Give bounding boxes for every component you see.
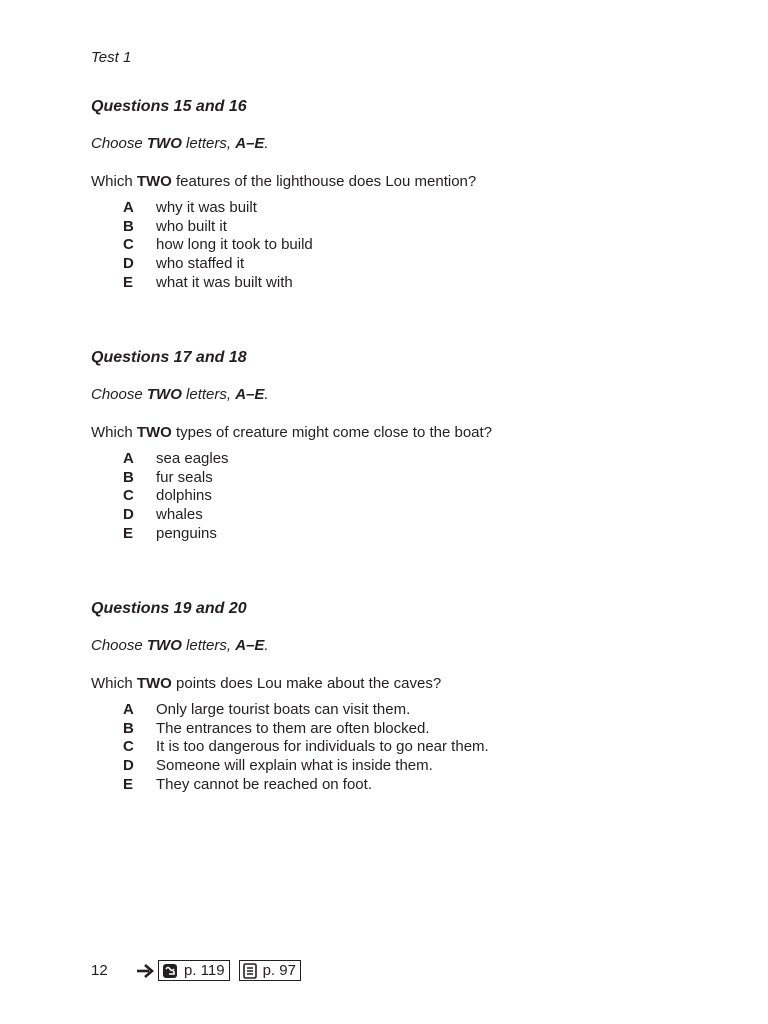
question-text: Which TWO types of creature might come close to the boat?: [91, 424, 493, 441]
option-text: who staffed it: [156, 255, 245, 273]
option-text: penguins: [156, 524, 217, 542]
option-letter: B: [123, 468, 134, 486]
option-a: [91, 450, 711, 469]
option-letter: E: [123, 524, 134, 542]
option-text: why it was built: [156, 199, 257, 216]
question-section-17-18: [91, 348, 711, 543]
option-a: [91, 701, 711, 720]
question-section-15-16: [91, 97, 711, 292]
option-letter: C: [123, 236, 134, 254]
instruction: Choose TWO letters, A–E.: [91, 637, 269, 654]
option-b: [91, 469, 711, 488]
option-letter: E: [123, 775, 134, 793]
audio-script-icon: [162, 963, 178, 979]
option-c: [91, 487, 711, 506]
option-text: Someone will explain what is inside them.: [156, 757, 433, 775]
option-text: The entrances to them are often blocked.: [156, 719, 430, 737]
question-text: Which TWO points does Lou make about the caves?: [91, 675, 442, 692]
option-text: dolphins: [156, 487, 212, 505]
option-e: [91, 525, 711, 544]
section-heading: Questions 19 and 20: [91, 600, 247, 617]
option-d: [91, 757, 711, 776]
instruction: Choose TWO letters, A–E.: [91, 135, 269, 152]
instruction: Choose TWO letters, A–E.: [91, 386, 269, 403]
option-letter: B: [123, 217, 134, 235]
section-heading: Questions 17 and 18: [91, 349, 247, 366]
option-text: how long it took to build: [156, 236, 313, 254]
option-b: [91, 720, 711, 739]
option-letter: D: [123, 506, 134, 524]
option-c: [91, 738, 711, 757]
option-letter: C: [123, 487, 134, 505]
option-text: sea eagles: [156, 450, 229, 467]
option-letter: B: [123, 719, 134, 737]
question-text: Which TWO features of the lighthouse does Lou mention?: [91, 173, 477, 190]
page-number: 12: [91, 962, 108, 979]
option-letter: E: [123, 273, 134, 291]
answer-key-reference[interactable]: [239, 960, 301, 981]
audio-script-page: p. 119: [184, 962, 225, 979]
option-text: Only large tourist boats can visit them.: [156, 701, 411, 718]
option-b: [91, 218, 711, 237]
option-text: It is too dangerous for individuals to go near them.: [156, 738, 489, 756]
option-text: fur seals: [156, 468, 213, 486]
option-letter: D: [123, 255, 134, 273]
option-text: whales: [156, 506, 203, 524]
option-c: [91, 236, 711, 255]
page-header: Test 1: [91, 49, 132, 66]
option-a: [91, 199, 711, 218]
option-letter: A: [123, 701, 134, 718]
answer-key-icon: [243, 963, 257, 979]
options-list: [91, 701, 711, 794]
option-letter: D: [123, 757, 134, 775]
option-text: They cannot be reached on foot.: [156, 775, 372, 793]
option-e: [91, 776, 711, 795]
audio-script-reference[interactable]: [158, 960, 230, 981]
option-text: what it was built with: [156, 273, 293, 291]
option-letter: A: [123, 450, 134, 467]
page-footer: [91, 960, 310, 981]
option-d: [91, 506, 711, 525]
option-letter: C: [123, 738, 134, 756]
option-text: who built it: [156, 217, 227, 235]
option-e: [91, 274, 711, 293]
question-section-19-20: [91, 599, 711, 794]
options-list: [91, 450, 711, 543]
option-letter: A: [123, 199, 134, 216]
arrow-right-icon: [135, 961, 157, 981]
answer-key-page: p. 97: [262, 962, 296, 979]
option-d: [91, 255, 711, 274]
options-list: [91, 199, 711, 292]
section-heading: Questions 15 and 16: [91, 98, 247, 115]
